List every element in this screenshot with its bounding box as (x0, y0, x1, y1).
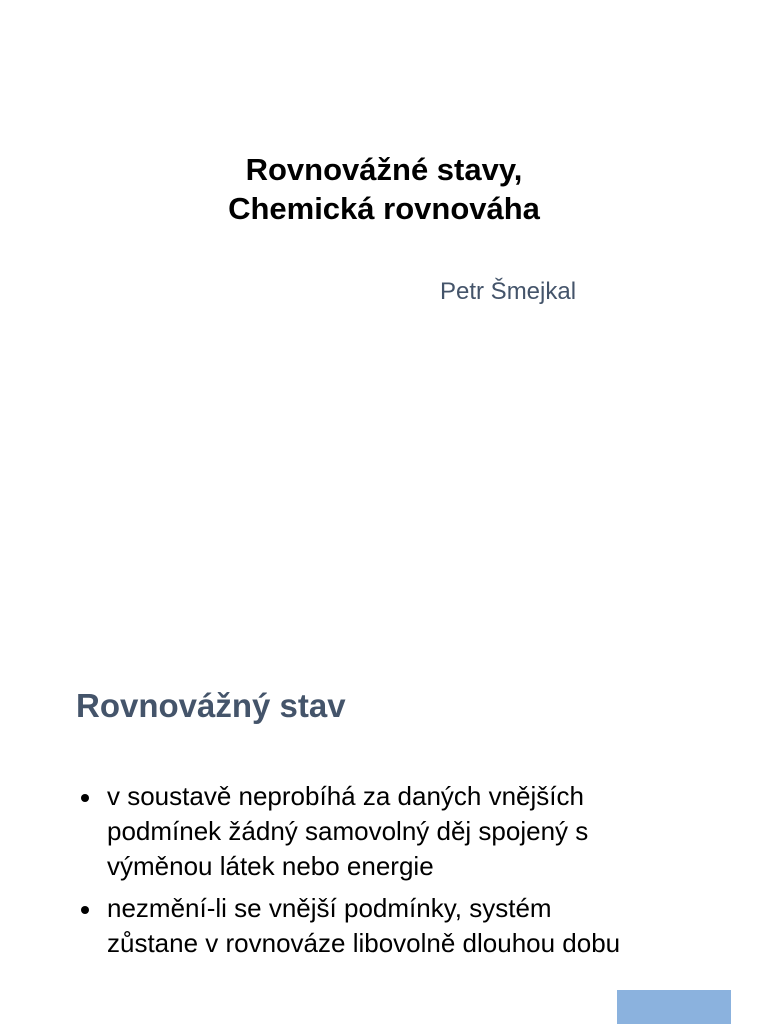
slide-title-line-2: Chemická rovnováha (228, 191, 540, 226)
bullet-line: výměnou látek nebo energie (107, 851, 434, 881)
bullet-item (76, 891, 726, 961)
bullet-line: podmínek žádný samovolný děj spojený s (107, 816, 589, 846)
bullet-dot-icon (81, 906, 89, 914)
section-heading: Rovnovážný stav (76, 687, 346, 724)
bullet-line: nezmění-li se vnější podmínky, systém (107, 893, 552, 923)
bullet-line: v soustavě neprobíhá za daných vnějších (107, 781, 584, 811)
corner-decoration (617, 990, 731, 1024)
bullet-line: zůstane v rovnováze libovolně dlouhou dobu (107, 928, 621, 958)
slide-title (0, 150, 768, 228)
slide-divider (0, 640, 768, 641)
bullet-list (76, 779, 726, 968)
bullet-dot-icon (81, 794, 89, 802)
slide-title-line-1: Rovnovážné stavy, (245, 152, 523, 187)
author-name: Petr Šmejkal (440, 278, 577, 305)
bullet-item (76, 779, 726, 884)
